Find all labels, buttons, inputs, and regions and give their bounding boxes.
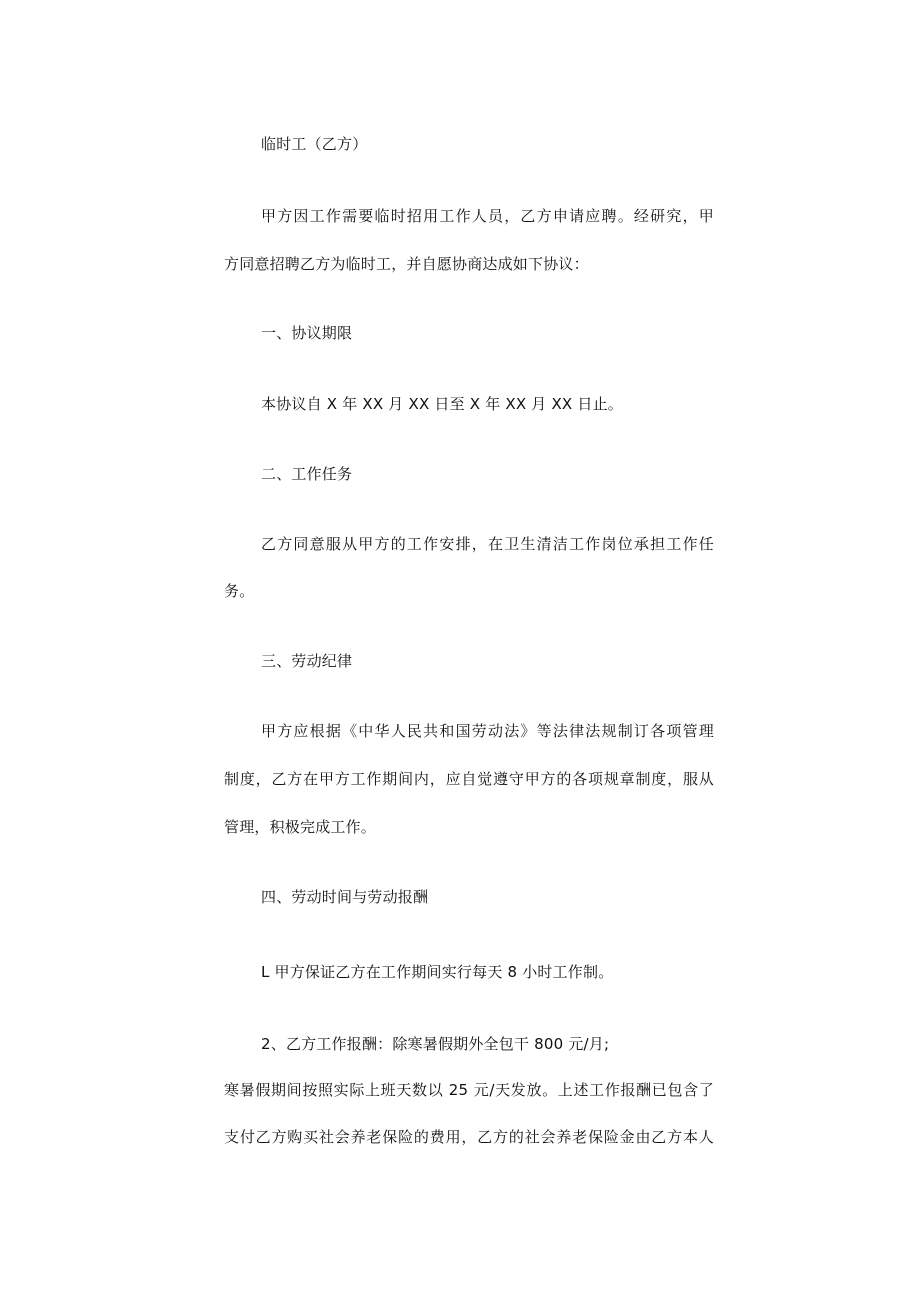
- section-4-item-2: 2、乙方工作报酬：除寒暑假期外全包干 800 元/月;: [261, 1035, 610, 1053]
- section-2-text-line-2: 务。: [224, 582, 255, 600]
- intro-line-2: 方同意招聘乙方为临时工，并自愿协商达成如下协议：: [224, 255, 589, 273]
- section-4-continuation-line-1: 寒暑假期间按照实际上班天数以 25 元/天发放。上述工作报酬已包含了: [224, 1081, 714, 1099]
- section-1-heading: 一、协议期限: [261, 324, 353, 342]
- section-3-text-line-3: 管理，积极完成工作。: [224, 818, 377, 836]
- party-b-label: 临时工（乙方）: [261, 135, 368, 153]
- section-3-text-line-2: 制度，乙方在甲方工作期间内，应自觉遵守甲方的各项规章制度，服从: [224, 770, 714, 788]
- section-4-continuation-line-2: 支付乙方购买社会养老保险的费用，乙方的社会养老保险金由乙方本人: [224, 1128, 714, 1146]
- section-4-item-1: L 甲方保证乙方在工作期间实行每天 8 小时工作制。: [261, 963, 614, 981]
- section-4-heading: 四、劳动时间与劳动报酬: [261, 888, 429, 906]
- section-3-heading: 三、劳动纪律: [261, 652, 353, 670]
- section-3-text-line-1: 甲方应根据《中华人民共和国劳动法》等法律法规制订各项管理: [261, 722, 714, 740]
- section-2-heading: 二、工作任务: [261, 465, 353, 483]
- intro-line-1: 甲方因工作需要临时招用工作人员，乙方申请应聘。经研究，甲: [261, 207, 714, 225]
- section-2-text-line-1: 乙方同意服从甲方的工作安排，在卫生清洁工作岗位承担工作任: [261, 535, 714, 553]
- section-1-text: 本协议自 X 年 XX 月 XX 日至 X 年 XX 月 XX 日止。: [261, 395, 623, 413]
